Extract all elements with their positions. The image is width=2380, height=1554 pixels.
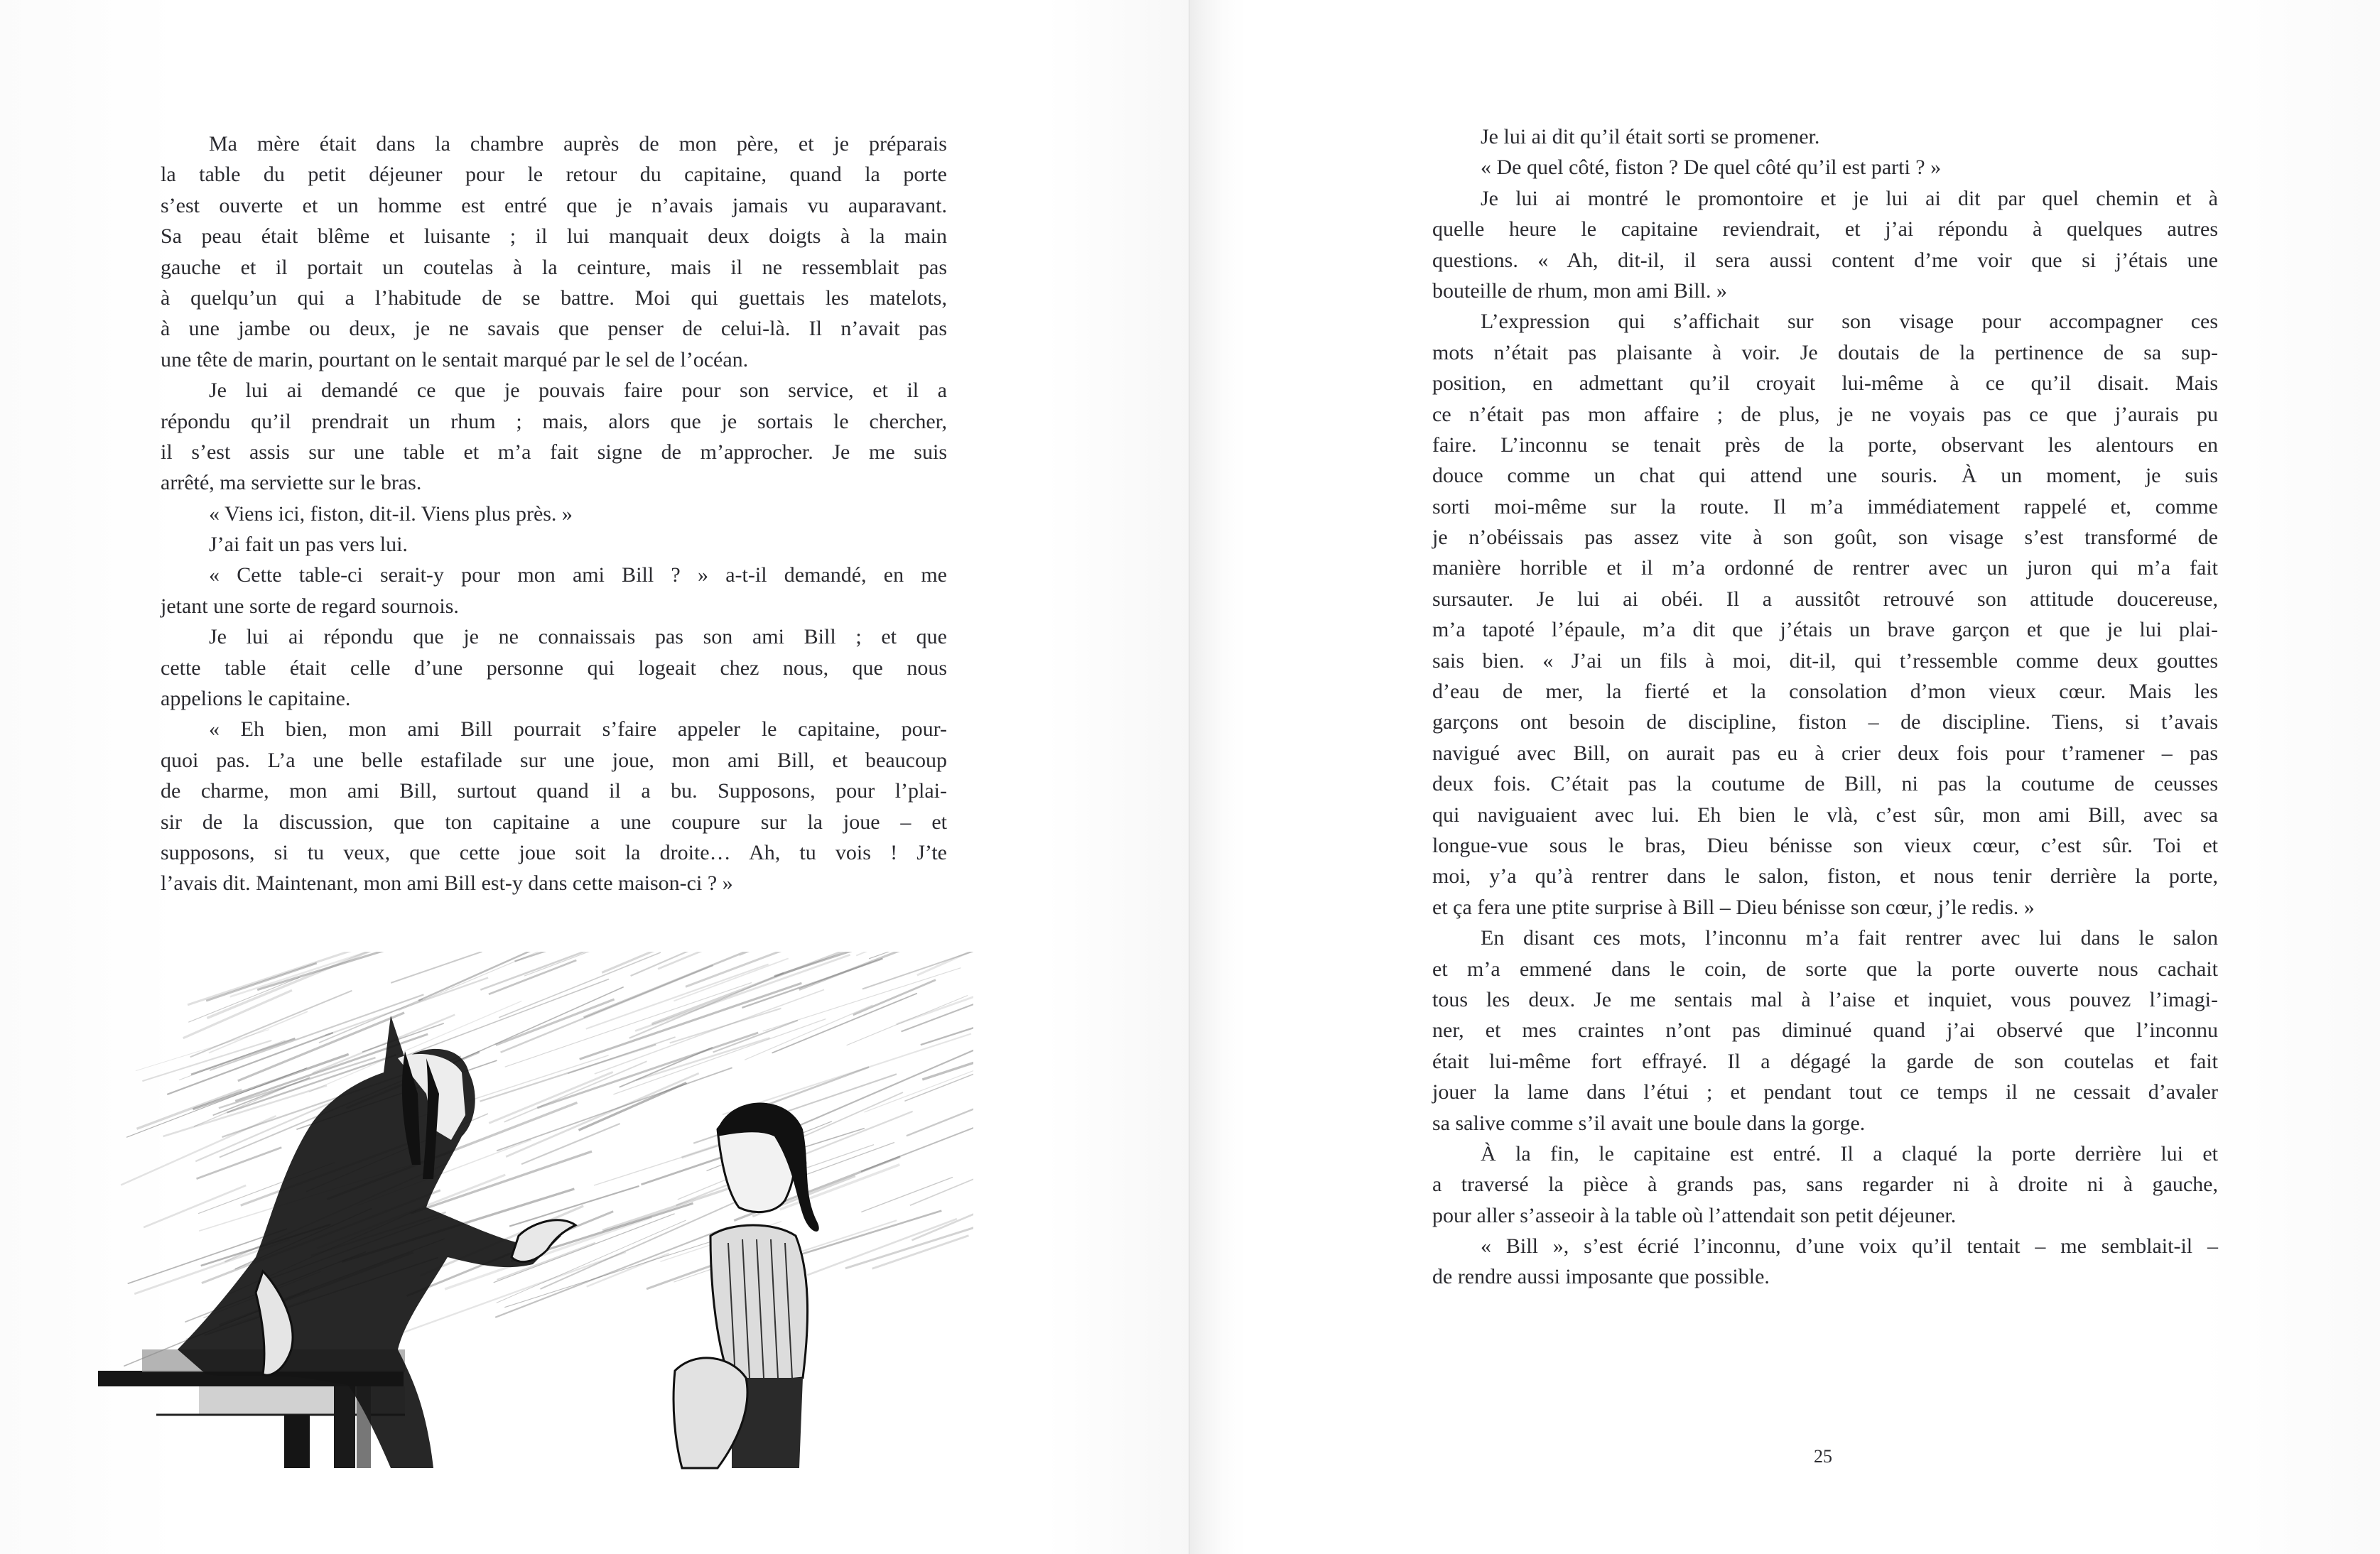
hatch-stroke — [362, 1023, 444, 1052]
text-line: une tête de marin, pourtant on le sentait marqué par le sel de l’océan. — [161, 347, 749, 371]
text-line: de charme, mon ami Bill, surtout quand il a bu. Supposons, pour l’plai- — [161, 779, 947, 803]
paragraph — [161, 499, 947, 529]
hatch-stroke — [872, 1236, 969, 1269]
paragraph — [161, 714, 947, 898]
hatch-stroke — [861, 1178, 953, 1212]
text-line: manière horrible et il m’a ordonné de rentrer avec un juron qui m’a fait — [1432, 556, 2218, 580]
text-line: « Cette table-ci serait-y pour mon ami Bill ? » a-t-il demandé, en me — [209, 563, 947, 587]
text-line: « Bill », s’est écrié l’inconnu, d’une voix qu’il tentait – me semblait-il – — [1481, 1234, 2218, 1259]
text-line: longue-vue sous le bras, Dieu bénisse son vieux cœur, c’est sûr. Toi et — [1432, 833, 2218, 857]
paragraph — [1432, 306, 2218, 923]
hatch-stroke — [853, 980, 936, 1015]
hatch-stroke — [183, 990, 292, 1038]
text-line: à quelqu’un qui a l’habitude de se battre. Moi qui guettais les matelots, — [161, 286, 947, 310]
hatch-stroke — [864, 1066, 973, 1112]
text-line: J’ai fait un pas vers lui. — [209, 533, 408, 557]
hatch-stroke — [917, 952, 973, 975]
hatch-stroke — [772, 994, 917, 1053]
text-line: tous les deux. Je me sentais mal à l’aise et inquiet, vous pouvez l’imagi- — [1432, 987, 2218, 1011]
boy-figure — [674, 1103, 819, 1469]
table-leg-side — [334, 1386, 355, 1468]
text-line: était lui-même fort effrayé. Il a dégagé la garde de son coutelas et fait — [1432, 1049, 2218, 1073]
hatch-stroke — [480, 1045, 656, 1102]
hatch-stroke — [922, 1052, 973, 1080]
text-line: répondu qu’il prendrait un rhum ; mais, alors que je sortais le chercher, — [161, 409, 947, 433]
text-line: questions. « Ah, dit-il, il sera aussi content d’me voir que si j’étais une — [1432, 248, 2218, 272]
hatch-stroke — [897, 952, 973, 1024]
text-line: Je lui ai montré le promontoire et je lui ai dit par quel chemin et à — [1481, 186, 2218, 210]
text-line: « Viens ici, fiston, dit-il. Viens plus près. » — [209, 501, 573, 526]
text-line: quoi pas. L’a une belle estafilade sur une joue, mon ami Bill, et beaucoup — [161, 748, 947, 772]
hatch-stroke — [902, 973, 974, 1032]
paragraph — [161, 129, 947, 375]
text-line: faire. L’inconnu se tenait près de la porte, observant les alentours en — [1432, 433, 2218, 457]
page-number: 25 — [1814, 1446, 1832, 1467]
hatch-stroke — [586, 965, 769, 1029]
hatch-stroke — [613, 1019, 826, 1094]
hatch-stroke — [763, 968, 961, 1031]
text-line: supposons, si tu veux, que cette joue soit la droite… Ah, tu vois ! J’te — [161, 840, 947, 864]
text-line: appelions le capitaine. — [161, 687, 351, 711]
hatch-stroke — [197, 1148, 282, 1179]
text-line: arrêté, ma serviette sur le bras. — [161, 471, 422, 495]
text-line: sir de la discussion, que ton capitaine a une coupure sur la joue – et — [161, 810, 947, 834]
text-line: « Eh bien, mon ami Bill pourrait s’faire appeler le capitaine, pour- — [209, 717, 947, 741]
text-line: il s’est assis sur une table et m’a fait signe de m’approcher. Je me suis — [161, 440, 947, 464]
hatch-stroke — [230, 952, 443, 996]
text-line: à une jambe ou deux, je ne savais que penser de celui-là. Il n’avait pas — [161, 317, 947, 341]
paragraph — [161, 560, 947, 621]
text-line: ce n’était pas mon affaire ; de plus, je ne voyais pas ce que j’aurais pu — [1432, 402, 2218, 426]
hatch-stroke — [723, 1034, 971, 1115]
hatch-stroke — [907, 1082, 973, 1136]
text-line: a traversé la pièce à grands pas, sans regarder ni à droite ni à gauche, — [1432, 1173, 2218, 1197]
text-line: sorti moi-même sur la route. Il m’a immédiatement rappelé et, comme — [1432, 494, 2218, 518]
hatch-stroke — [489, 1072, 612, 1123]
text-line: L’expression qui s’affichait sur son visage pour accompagner ces — [1481, 310, 2218, 334]
book-gutter — [1189, 0, 1190, 1554]
hatch-stroke — [509, 1186, 639, 1227]
text-line: l’avais dit. Maintenant, mon ami Bill est-y dans cette maison-ci ? » — [161, 871, 733, 896]
paragraph — [161, 375, 947, 499]
text-line: Je lui ai répondu que je ne connaissais pas son ami Bill ; et que — [209, 625, 947, 649]
text-line: position, en admettant qu’il croyait lui-même à ce qu’il disait. Mais — [1432, 371, 2218, 396]
text-line: sais bien. « J’ai un fils à moi, dit-il, qui t’ressemble comme deux gouttes — [1432, 648, 2218, 673]
hatch-stroke — [191, 1038, 295, 1075]
text-line: mots n’était pas plaisante à voir. Je doutais de la pertinence de sa sup- — [1432, 340, 2218, 364]
text-line: quelle heure le capitaine reviendrait, et j’ai répondu à quelques autres — [1432, 217, 2218, 241]
text-line: « De quel côté, fiston ? De quel côté qu’il est parti ? » — [1481, 156, 1942, 180]
text-line: À la fin, le capitaine est entré. Il a claqué la porte derrière lui et — [1481, 1141, 2218, 1166]
text-line: En disant ces mots, l’inconnu m’a fait rentrer avec lui dans le salon — [1481, 926, 2218, 950]
hatch-stroke — [845, 1222, 973, 1268]
paragraph — [161, 621, 947, 714]
hatch-stroke — [137, 1090, 242, 1129]
text-line: Ma mère était dans la chambre auprès de mon père, et je préparais — [209, 132, 947, 156]
text-line: deux fois. C’était pas la coutume de Bill, ni pas la coutume de ceusses — [1432, 772, 2218, 796]
text-line: bouteille de rhum, mon ami Bill. » — [1432, 278, 1727, 303]
text-line: de rendre aussi imposante que possible. — [1432, 1265, 1770, 1289]
hatch-stroke — [862, 952, 973, 989]
text-line: et m’a emmené dans le coin, de sorte que la porte ouverte nous cachait — [1432, 957, 2218, 981]
text-line: sursauter. Je lui ai obéi. Il a aussitôt retrouvé son attitude doucereuse, — [1432, 587, 2218, 611]
hatch-stroke — [489, 960, 576, 994]
paragraph — [1432, 1139, 2218, 1231]
text-line: cette table était celle d’une personne qui logeait chez nous, que nous — [161, 656, 947, 680]
text-line: sa salive comme s’il avait une boule dans la gorge. — [1432, 1111, 1866, 1135]
paragraph — [1432, 121, 2218, 152]
table-leg-front — [284, 1415, 310, 1468]
hatch-stroke — [403, 979, 609, 1058]
text-line: la table du petit déjeuner pour le retour du capitaine, quand la porte — [161, 163, 947, 187]
text-line: Sa peau était blême et luisante ; il lui manquait deux doigts à la main — [161, 224, 947, 249]
paragraph — [161, 529, 947, 560]
hatch-stroke — [499, 952, 661, 1018]
text-line: ner, et mes craintes n’ont pas diminué quand j’ai observé que l’inconnu — [1432, 1018, 2218, 1043]
hatch-stroke — [179, 1040, 286, 1080]
hatch-stroke — [904, 1067, 973, 1101]
hatch-stroke — [209, 1011, 308, 1053]
text-line: gauche et il portait un coutelas à la ceinture, mais il ne ressemblait pas — [161, 255, 947, 279]
paragraph — [1432, 152, 2218, 183]
text-line: garçons ont besoin de discipline, fiston – de discipline. Tiens, si t’avais — [1432, 710, 2218, 734]
text-line: qui naviguaient avec lui. Eh bien le vlà, c’est sûr, mon ami Bill, avec sa — [1432, 803, 2218, 827]
text-line: jouer la lame dans l’étui ; et pendant tout ce temps il ne cessait d’avaler — [1432, 1080, 2218, 1104]
text-line: douce comme un chat qui attend une souris. À un moment, je suis — [1432, 464, 2218, 488]
text-line: je n’obéissais pas assez vite à son goût, son visage s’est transformé de — [1432, 526, 2218, 550]
hatch-stroke — [856, 952, 973, 956]
illustration-stranger-and-boy — [92, 952, 973, 1470]
text-line: Je lui ai dit qu’il était sorti se promener. — [1481, 125, 1820, 148]
text-line: m’a tapoté l’épaule, m’a dit que j’étais un brave garçon et que je lui plai- — [1432, 618, 2218, 642]
left-page-text — [161, 129, 947, 899]
text-line: s’est ouverte et un homme est entré que je n’avais jamais vu auparavant. — [161, 193, 947, 217]
paragraph — [1432, 183, 2218, 307]
paragraph — [1432, 1231, 2218, 1293]
right-page-text — [1432, 121, 2218, 1293]
text-line: et ça fera une ptite surprise à Bill – Dieu bénisse son cœur, j’le redis. » — [1432, 895, 2035, 919]
paragraph — [1432, 923, 2218, 1139]
text-line: moi, y’a qu’à rentrer dans le salon, fiston, et nous tenir derrière la porte, — [1432, 864, 2218, 889]
text-line: pour aller s’asseoir à la table où l’attendait son petit déjeuner. — [1432, 1203, 1957, 1227]
hatch-stroke — [325, 978, 488, 1036]
hatch-stroke — [496, 999, 615, 1045]
text-line: jetant une sorte de regard sournois. — [161, 594, 459, 618]
text-line: navigué avec Bill, on aurait pas eu à crier deux fois pour t’ramener – pas — [1432, 741, 2218, 765]
text-line: d’eau de mer, la fierté et la consolation d’mon vieux cœur. Mais les — [1432, 680, 2218, 704]
text-line: Je lui ai demandé ce que je pouvais faire pour son service, et il a — [209, 379, 947, 403]
